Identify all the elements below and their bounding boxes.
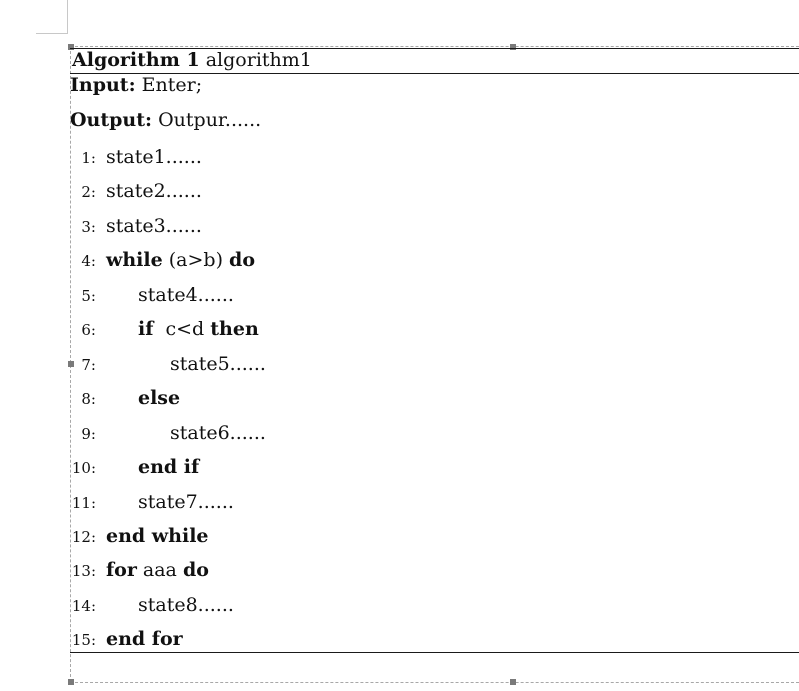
algorithm-line xyxy=(70,626,183,652)
keyword: else xyxy=(138,387,181,409)
line-number: 12: xyxy=(71,528,96,546)
page-corner-mark-vertical xyxy=(67,0,68,34)
object-frame-top xyxy=(70,46,799,47)
line-number: 8: xyxy=(81,390,96,408)
algorithm-output xyxy=(70,109,261,131)
line-text: (a>b) xyxy=(168,249,223,271)
line-text: state7...... xyxy=(138,491,234,513)
line-number: 11: xyxy=(71,494,96,512)
algorithm-line xyxy=(70,213,202,239)
algorithm-caption-label: Algorithm 1 xyxy=(72,49,200,71)
input-label: Input: xyxy=(70,74,136,96)
line-text: c<d xyxy=(165,318,205,340)
line-number: 14: xyxy=(71,597,96,615)
input-value: Enter; xyxy=(141,74,203,96)
keyword: end while xyxy=(106,525,209,547)
line-text: state6...... xyxy=(170,422,266,444)
algorithm-line xyxy=(70,178,202,204)
line-number: 6: xyxy=(81,321,96,339)
algorithm-line xyxy=(70,144,202,170)
algorithm-line xyxy=(70,523,209,549)
algorithm-caption-name: algorithm1 xyxy=(205,49,312,71)
object-frame-bottom xyxy=(70,682,799,683)
output-label: Output: xyxy=(70,109,153,131)
line-text: state4...... xyxy=(138,284,234,306)
resize-handle-top-middle[interactable] xyxy=(510,44,516,50)
keyword: if xyxy=(138,318,154,340)
keyword: end for xyxy=(106,628,183,650)
line-number: 4: xyxy=(81,252,96,270)
page-corner-mark-horizontal xyxy=(36,33,68,34)
keyword: then xyxy=(210,318,259,340)
algorithm-line xyxy=(70,489,234,515)
line-number: 3: xyxy=(81,218,96,236)
keyword: while xyxy=(106,249,163,271)
line-number: 5: xyxy=(81,287,96,305)
algorithm-line xyxy=(70,316,259,342)
algorithm-line xyxy=(70,420,266,446)
algorithm-line xyxy=(70,247,255,273)
algorithm-line xyxy=(70,282,234,308)
algorithm-line xyxy=(70,385,180,411)
line-text: state1...... xyxy=(106,146,202,168)
line-text: state2...... xyxy=(106,180,202,202)
keyword: end if xyxy=(138,456,200,478)
line-number: 1: xyxy=(81,149,96,167)
algorithm-line xyxy=(70,454,199,480)
line-number: 9: xyxy=(81,425,96,443)
line-number: 10: xyxy=(71,459,96,477)
resize-handle-bottom-left[interactable] xyxy=(68,679,74,685)
algorithm-bottom-rule xyxy=(70,652,799,653)
line-text: aaa xyxy=(142,559,177,581)
line-text: state5...... xyxy=(170,353,266,375)
line-number: 15: xyxy=(71,631,96,649)
keyword: for xyxy=(106,559,137,581)
keyword: do xyxy=(229,249,256,271)
output-value: Outpur...... xyxy=(158,109,262,131)
line-text: state8...... xyxy=(138,594,234,616)
line-text: state3...... xyxy=(106,215,202,237)
line-number: 7: xyxy=(81,356,96,374)
algorithm-line xyxy=(70,592,234,618)
algorithm-line xyxy=(70,557,209,583)
line-number: 2: xyxy=(81,183,96,201)
algorithm-line xyxy=(70,351,266,377)
algorithm-caption xyxy=(72,48,312,72)
keyword: do xyxy=(182,559,209,581)
line-number: 13: xyxy=(71,562,96,580)
resize-handle-bottom-middle[interactable] xyxy=(510,679,516,685)
algorithm-input xyxy=(70,74,202,96)
